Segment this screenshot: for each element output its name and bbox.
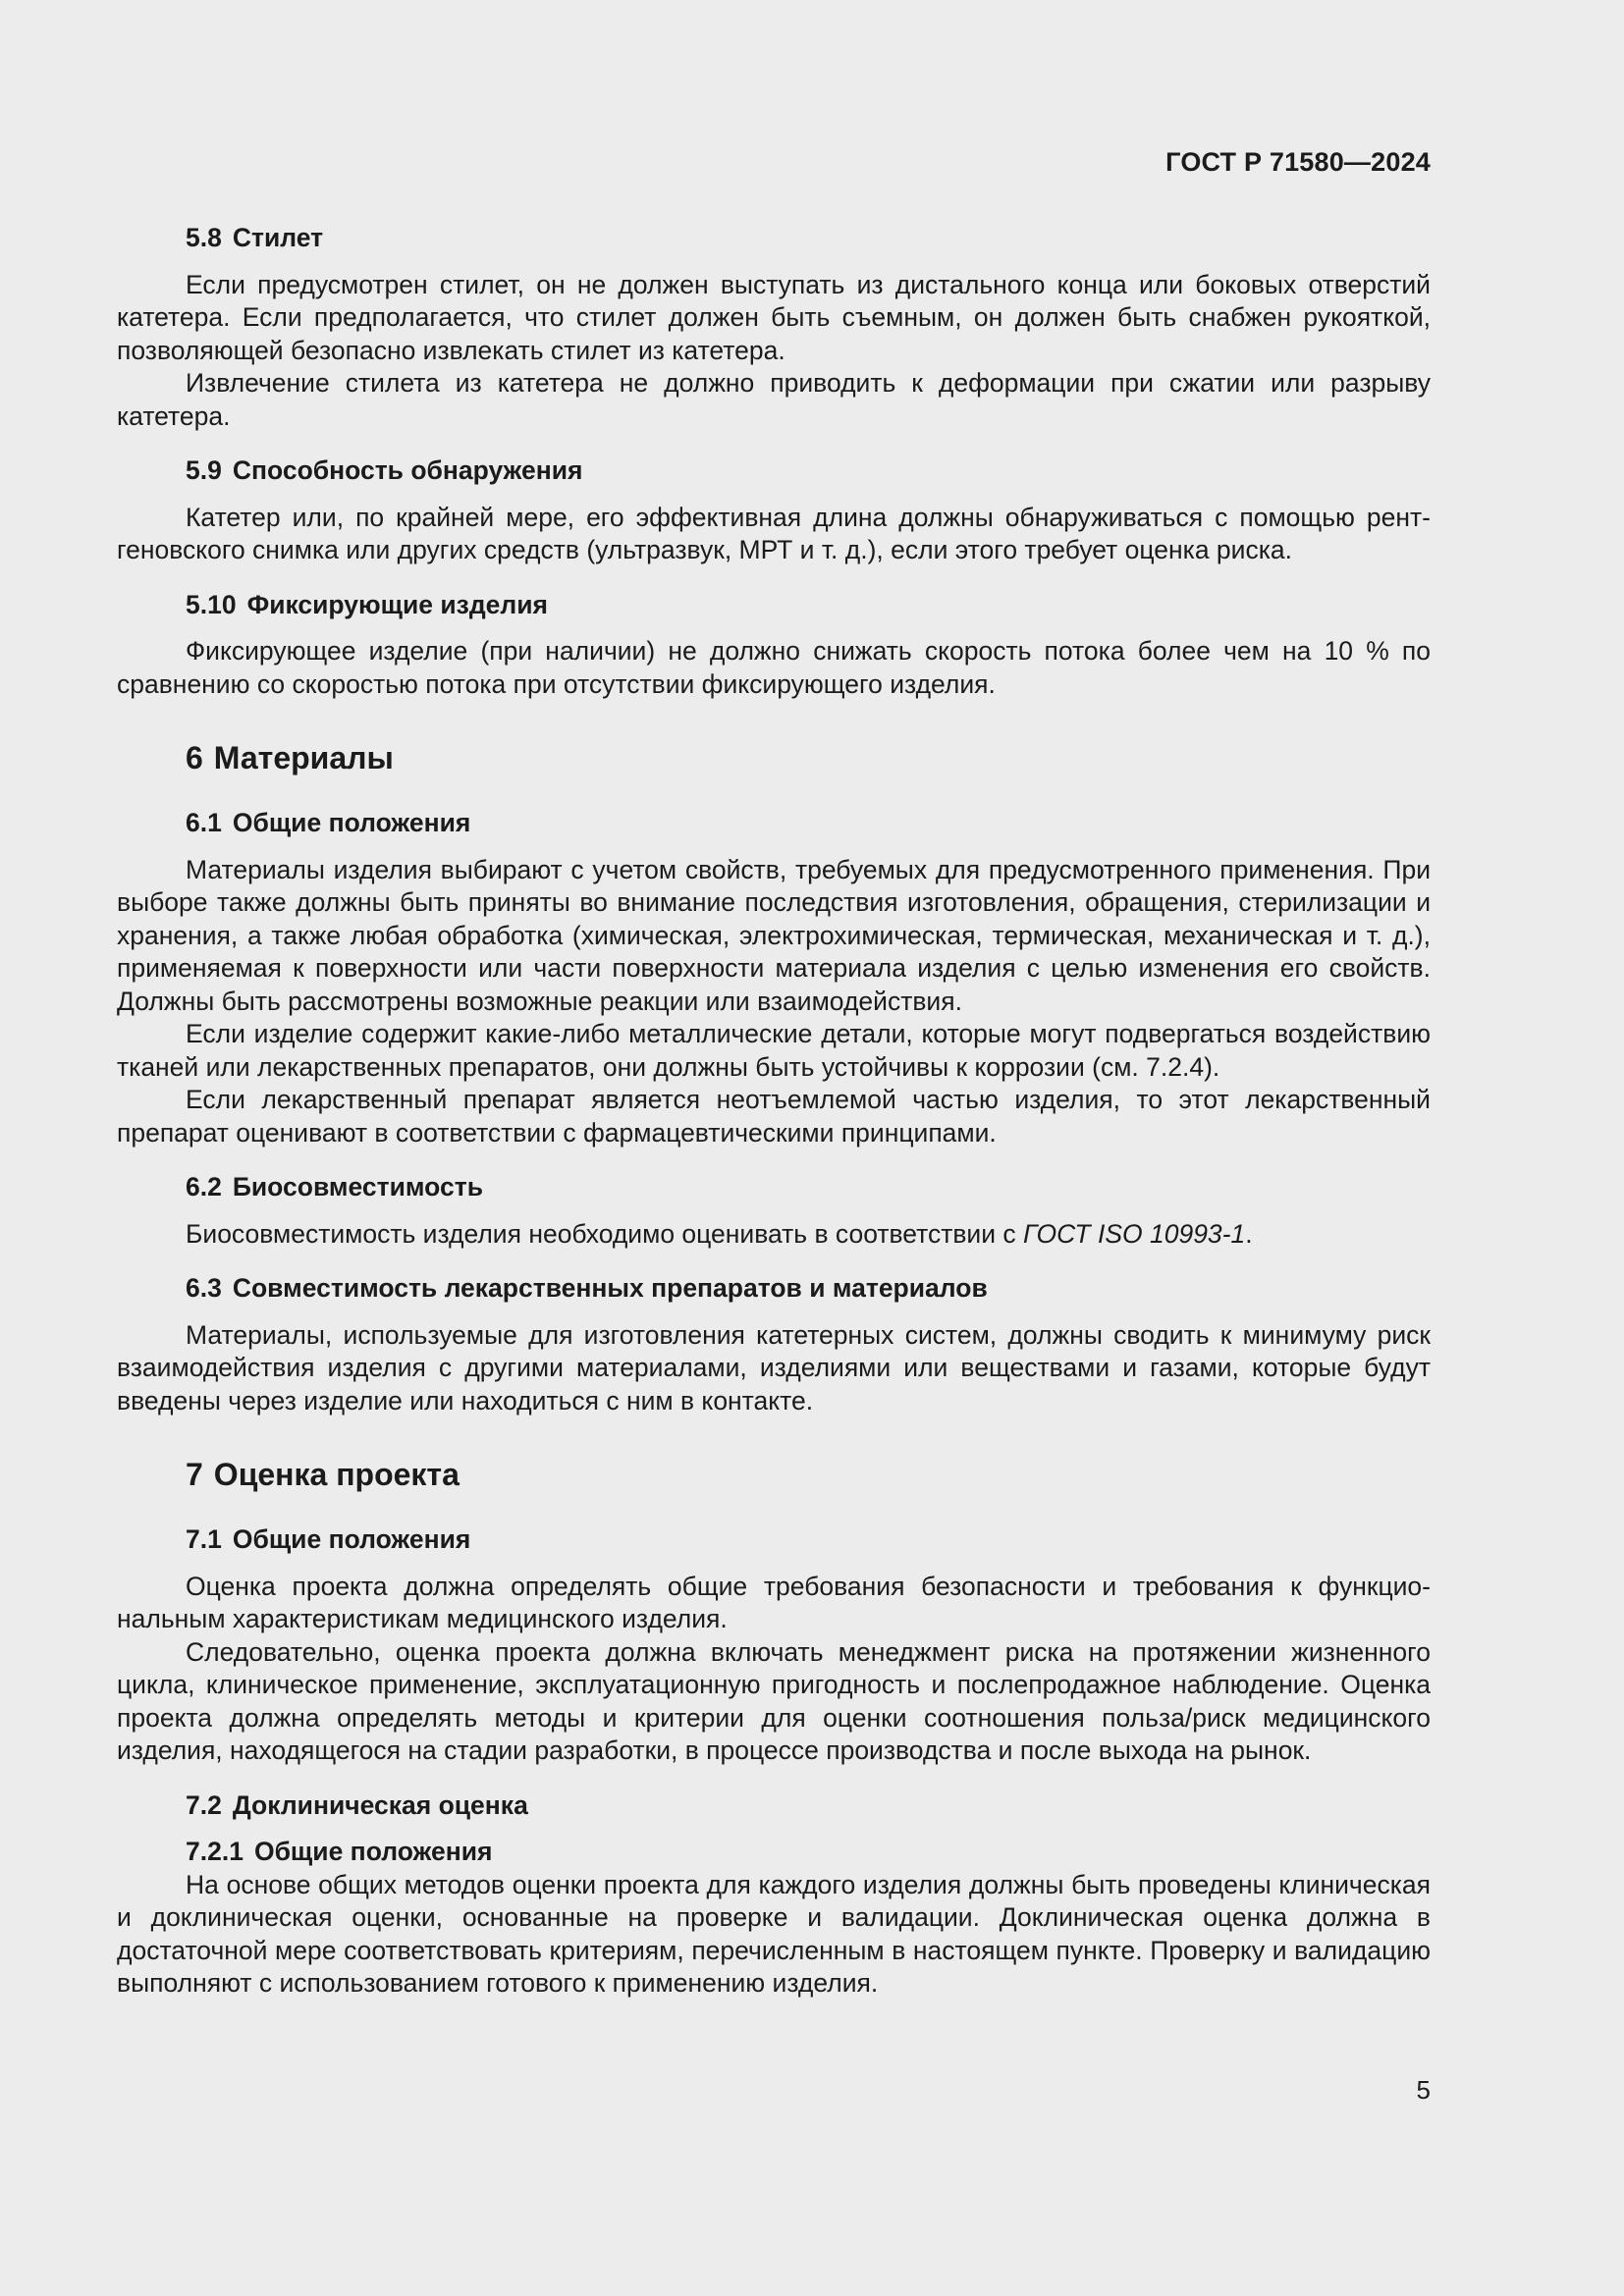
section-title: Стилет [232, 223, 324, 252]
paragraph: Если изделие содержит какие-либо металлические детали, которые могут подвергаться воздействию тканей или лекарственных препаратов, они должны быть устойчивы к коррозии (см. 7.2.4). [117, 1019, 1431, 1082]
section-body-6-2 [117, 1218, 1431, 1252]
chapter-heading-7 [117, 1455, 1431, 1494]
paragraph: Материалы, используемые для изготовления катетерных систем, должны сводить к минимуму риск взаимодействия изделия с другими материалами, изделиями или веществами и газами, которые будут введены через изделие или находиться с ним в контакте. [117, 1319, 1431, 1415]
section-body-6-1 [117, 854, 1431, 1150]
paragraph: Материалы изделия выбирают с учетом свойств, требуемых для предусмотренного применения. При выборе также должны быть приняты во внимание последствия изготовления, обращения, стерилизации и хранения, а также любая обработка (химическая, электрохимическая, термическая, механическая и т. д.), применяемая к поверхности или части поверхности материала изделия с целью изменения его свойств. Должны быть рассмотрены возможные реакции или взаимодействия. [117, 854, 1431, 1016]
section-title: Совместимость лекарственных препаратов и материалов [232, 1273, 988, 1303]
section-title: Общие положения [232, 1524, 471, 1554]
paragraph: На основе общих методов оценки проекта для каждого изделия должны быть проведены клиническая и доклиническая оценки, основанные на проверке и валидации. Доклиническая оценка должна в достаточной мере соответствовать критериям, перечисленным в настоящем пункте. Проверку и валидацию выполняют с использованием готового к применению изделия. [117, 1869, 1431, 1998]
section-heading-5-10 [117, 589, 1431, 622]
page-number: 5 [1416, 2075, 1431, 2105]
paragraph: Извлечение стилета из катетера не должно приводить к деформации при сжатии или разрыву катетера. [117, 368, 1431, 431]
paragraph [117, 1218, 1431, 1252]
paragraph: Фиксирующее изделие (при наличии) не должно снижать скорость потока более чем на 10 % по сравнению со скоростью потока при отсутствии фиксирующего изделия. [117, 636, 1431, 699]
section-heading-5-8 [117, 222, 1431, 255]
section-title: Общие положения [253, 1837, 493, 1866]
section-title: Способность обнаружения [232, 455, 583, 485]
chapter-heading-6 [117, 738, 1431, 777]
section-body-7-2-1 [117, 1869, 1431, 2001]
section-number: 6.3 [186, 1273, 222, 1303]
section-number: 7.1 [186, 1524, 222, 1554]
chapter-title: Оценка проекта [213, 1457, 460, 1492]
section-title: Общие положения [232, 808, 471, 837]
paragraph: Следовательно, оценка проекта должна включать менеджмент риска на протяжении жизненного цикла, клиническое применение, эксплуатационную пригодность и послепродажное наблюдение. Оценка проекта должна определять методы и критерии для оценки соотношения польза/риск медицинского изделия, находящегося на стадии разработки, в процессе производства и после выхода на рынок. [117, 1636, 1431, 1765]
section-heading-7-2 [117, 1789, 1431, 1823]
section-number: 5.8 [186, 223, 222, 252]
paragraph: Если лекарственный препарат является неотъемлемой частью изделия, то этот лекарственный препарат оценивают в соответствии с фармацевтическими принципами. [117, 1085, 1431, 1148]
subsection-heading-7-2-1 [117, 1836, 1431, 1869]
section-body-5-10 [117, 635, 1431, 701]
paragraph: Оценка проекта должна определять общие требования безопасности и требования к функциональным характеристикам медицинского изделия. [117, 1571, 1431, 1633]
section-title: Фиксирующие изделия [246, 589, 548, 619]
paragraph: Если предусмотрен стилет, он не должен выступать из дистального конца или боковых отверстий катетера. Если предполагается, что стилет должен быть съемным, он должен быть снабжен рукояткой, позволяющей безопасно извлекать стилет из катетера. [117, 269, 1431, 365]
chapter-number: 7 [186, 1457, 203, 1492]
section-heading-6-1 [117, 807, 1431, 840]
section-number: 5.10 [186, 589, 237, 619]
section-title: Биосовместимость [232, 1172, 483, 1201]
section-number: 7.2 [186, 1789, 222, 1820]
section-body-6-3 [117, 1319, 1431, 1418]
chapter-number: 6 [186, 740, 203, 775]
paragraph-text: Биосовместимость изделия необходимо оценивать в соответствии с [186, 1218, 1024, 1249]
section-number: 7.2.1 [186, 1837, 244, 1866]
section-body-7-1 [117, 1571, 1431, 1768]
standard-reference: ГОСТ ISO 10993-1 [1023, 1218, 1246, 1249]
section-heading-7-1 [117, 1523, 1431, 1557]
section-heading-6-2 [117, 1171, 1431, 1204]
section-number: 5.9 [186, 455, 222, 485]
section-body-5-9 [117, 502, 1431, 567]
section-body-5-8 [117, 269, 1431, 434]
section-number: 6.2 [186, 1172, 222, 1201]
section-heading-5-9 [117, 454, 1431, 488]
paragraph-end: . [1245, 1218, 1253, 1249]
section-heading-6-3 [117, 1272, 1431, 1306]
chapter-title: Материалы [213, 740, 394, 775]
section-title: Доклиническая оценка [232, 1789, 528, 1820]
document-body [117, 222, 1431, 2001]
paragraph: Катетер или, по крайней мере, его эффективная длина должны обнаруживаться с помощью рентгеновского снимка или других средств (ультразвук, МРТ и т. д.), если этого требует оценка риска. [117, 502, 1431, 564]
section-number: 6.1 [186, 808, 222, 837]
document-code-header: ГОСТ Р 71580—2024 [1165, 147, 1431, 177]
